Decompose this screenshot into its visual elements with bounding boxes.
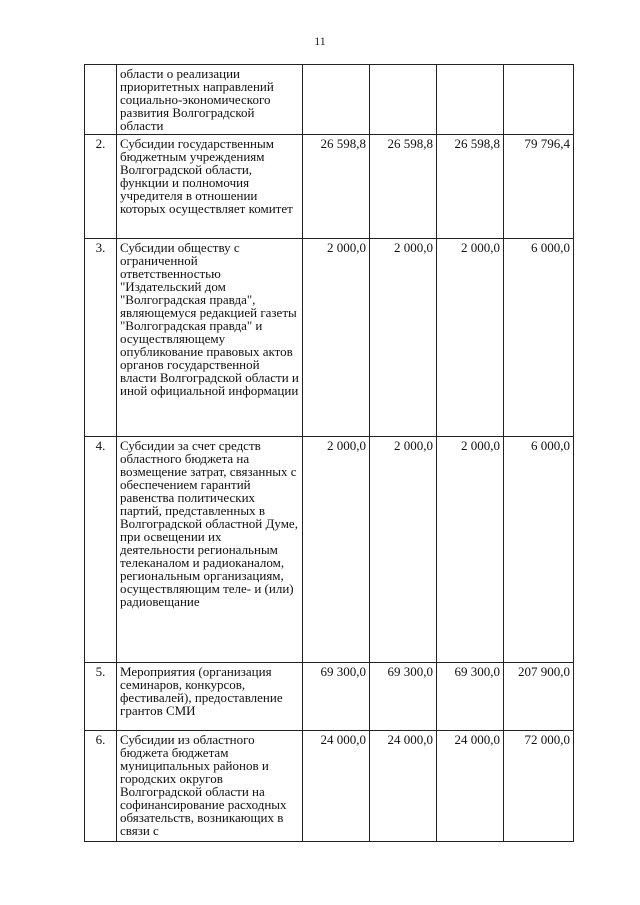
row-value-3: 69 300,0	[437, 663, 504, 731]
row-value-1: 24 000,0	[303, 731, 370, 842]
row-value-3: 2 000,0	[437, 437, 504, 663]
row-value-3: 2 000,0	[437, 239, 504, 437]
row-value-1: 2 000,0	[303, 437, 370, 663]
row-value-2: 24 000,0	[370, 731, 437, 842]
row-value-total: 6 000,0	[504, 239, 574, 437]
row-value-1: 26 598,8	[303, 135, 370, 239]
row-number: 5.	[85, 663, 117, 731]
row-value-3: 24 000,0	[437, 731, 504, 842]
row-value-3	[437, 65, 504, 135]
table-row	[85, 239, 574, 437]
row-number: 6.	[85, 731, 117, 842]
row-number: 2.	[85, 135, 117, 239]
row-value-1: 69 300,0	[303, 663, 370, 731]
table-row	[85, 65, 574, 135]
row-value-2: 69 300,0	[370, 663, 437, 731]
row-value-2	[370, 65, 437, 135]
page-number: 11	[314, 34, 326, 48]
row-value-total	[504, 65, 574, 135]
row-description: Субсидии из областного бюджета бюджетам муниципальных районов и городских округов Волгоградской области на софинансирование расходных обязательств, возникающих в связи с	[117, 731, 303, 842]
row-value-1	[303, 65, 370, 135]
row-number: 3.	[85, 239, 117, 437]
budget-table	[84, 64, 574, 842]
row-value-total: 207 900,0	[504, 663, 574, 731]
row-value-1: 2 000,0	[303, 239, 370, 437]
row-description: Субсидии государственным бюджетным учреждениям Волгоградской области, функции и полномочия учредителя в отношении которых осуществляет комитет	[117, 135, 303, 239]
table-row	[85, 135, 574, 239]
row-number: 4.	[85, 437, 117, 663]
row-value-2: 26 598,8	[370, 135, 437, 239]
row-description: Мероприятия (организация семинаров, конкурсов, фестивалей), предоставление грантов СМИ	[117, 663, 303, 731]
table-row	[85, 663, 574, 731]
row-value-total: 72 000,0	[504, 731, 574, 842]
row-description: области о реализации приоритетных направлений социально-экономического развития Волгоградской области	[117, 65, 303, 135]
row-value-total: 6 000,0	[504, 437, 574, 663]
row-value-2: 2 000,0	[370, 239, 437, 437]
row-description: Субсидии за счет средств областного бюджета на возмещение затрат, связанных с обеспечением гарантий равенства политических партий, представленных в Волгоградской областной Думе, при освещении их деятельности региональным телеканалом и радиоканалом, региональным организациям, осуществляющим теле- и (или) радиовещание	[117, 437, 303, 663]
row-value-2: 2 000,0	[370, 437, 437, 663]
table-row	[85, 731, 574, 842]
table-row	[85, 437, 574, 663]
row-number	[85, 65, 117, 135]
row-value-total: 79 796,4	[504, 135, 574, 239]
row-description: Субсидии обществу с ограниченной ответственностью "Издательский дом "Волгоградская правда", являющемуся редакцией газеты "Волгоградская правда" и осуществляющему опубликование правовых актов органов государственной власти Волгоградской области и иной официальной информации	[117, 239, 303, 437]
row-value-3: 26 598,8	[437, 135, 504, 239]
